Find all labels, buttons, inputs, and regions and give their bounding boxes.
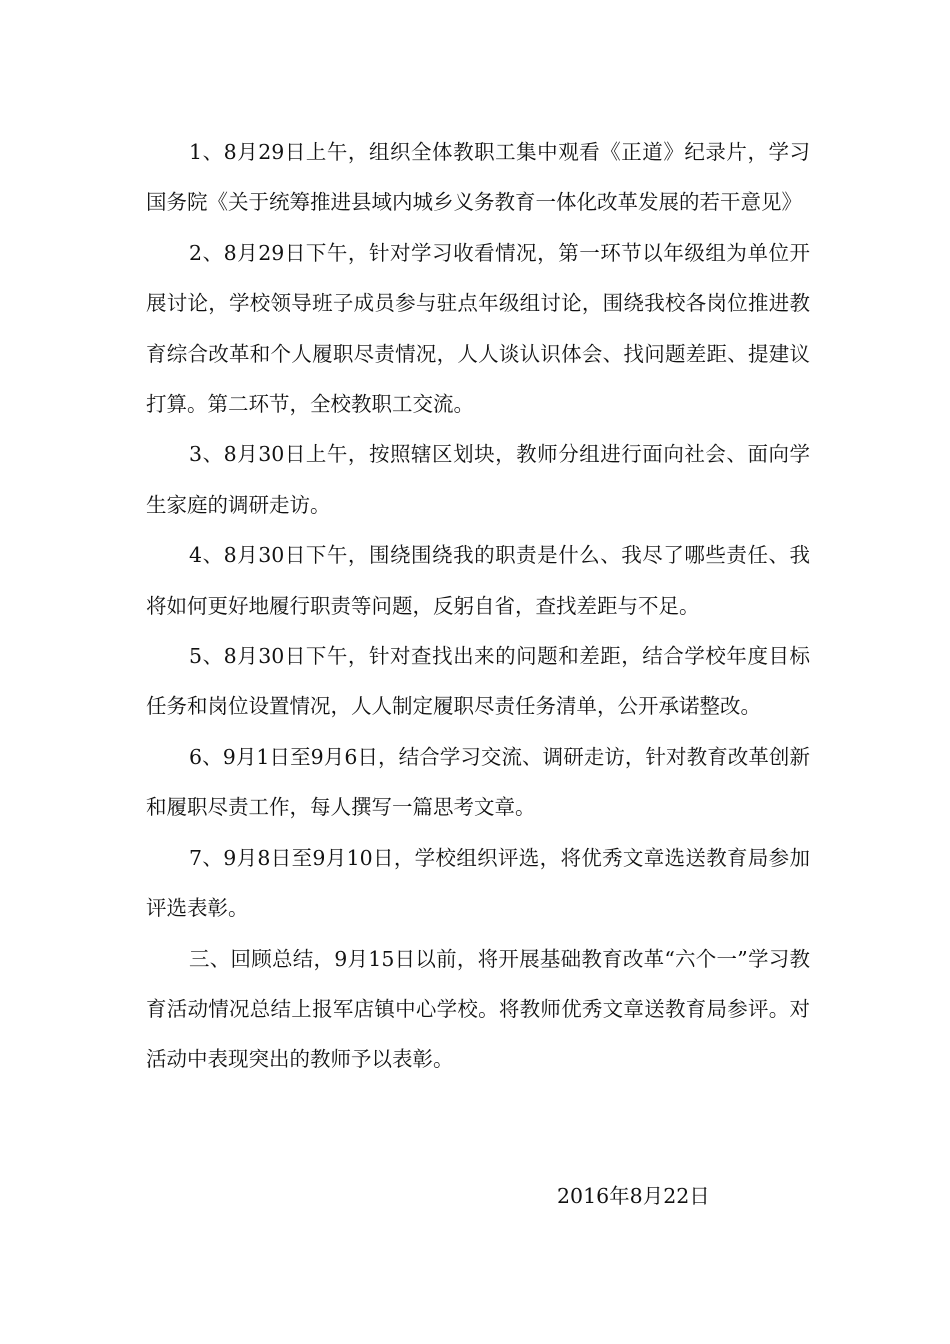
paragraph-summary: 三、回顾总结，9月15日以前，将开展基础教育改革“六个一”学习教育活动情况总结上报军店镇中心学校。将教师优秀文章送教育局参评。对活动中表现突出的教师予以表彰。 — [146, 946, 810, 1072]
paragraph-3: 3、8月30日上午，按照辖区划块，教师分组进行面向社会、面向学生家庭的调研走访。 — [146, 442, 810, 517]
paragraph-5: 5、8月30日下午，针对查找出来的问题和差距，结合学校年度目标任务和岗位设置情况，人人制定履职尽责任务清单，公开承诺整改。 — [146, 644, 810, 719]
paragraph-1: 1、8月29日上午，组织全体教职工集中观看《正道》纪录片，学习国务院《关于统筹推进县域内城乡义务教育一体化改革发展的若干意见》 — [146, 140, 810, 215]
document-date: 2016年8月22日 — [557, 1184, 710, 1208]
paragraph-4: 4、8月30日下午，围绕围绕我的职责是什么、我尽了哪些责任、我将如何更好地履行职责等问题，反躬自省，查找差距与不足。 — [146, 543, 810, 618]
paragraph-7: 7、9月8日至9月10日，学校组织评选，将优秀文章选送教育局参加评选表彰。 — [146, 845, 810, 921]
paragraph-6: 6、9月1日至9月6日，结合学习交流、调研走访，针对教育改革创新和履职尽责工作，每人撰写一篇思考文章。 — [146, 744, 810, 820]
paragraph-2: 2、8月29日下午，针对学习收看情况，第一环节以年级组为单位开展讨论，学校领导班子成员参与驻点年级组讨论，围绕我校各岗位推进教育综合改革和个人履职尽责情况，人人谈认识体会、找问题差距、提建议打算。第二环节，全校教职工交流。 — [146, 240, 810, 417]
document-body — [146, 127, 810, 1085]
